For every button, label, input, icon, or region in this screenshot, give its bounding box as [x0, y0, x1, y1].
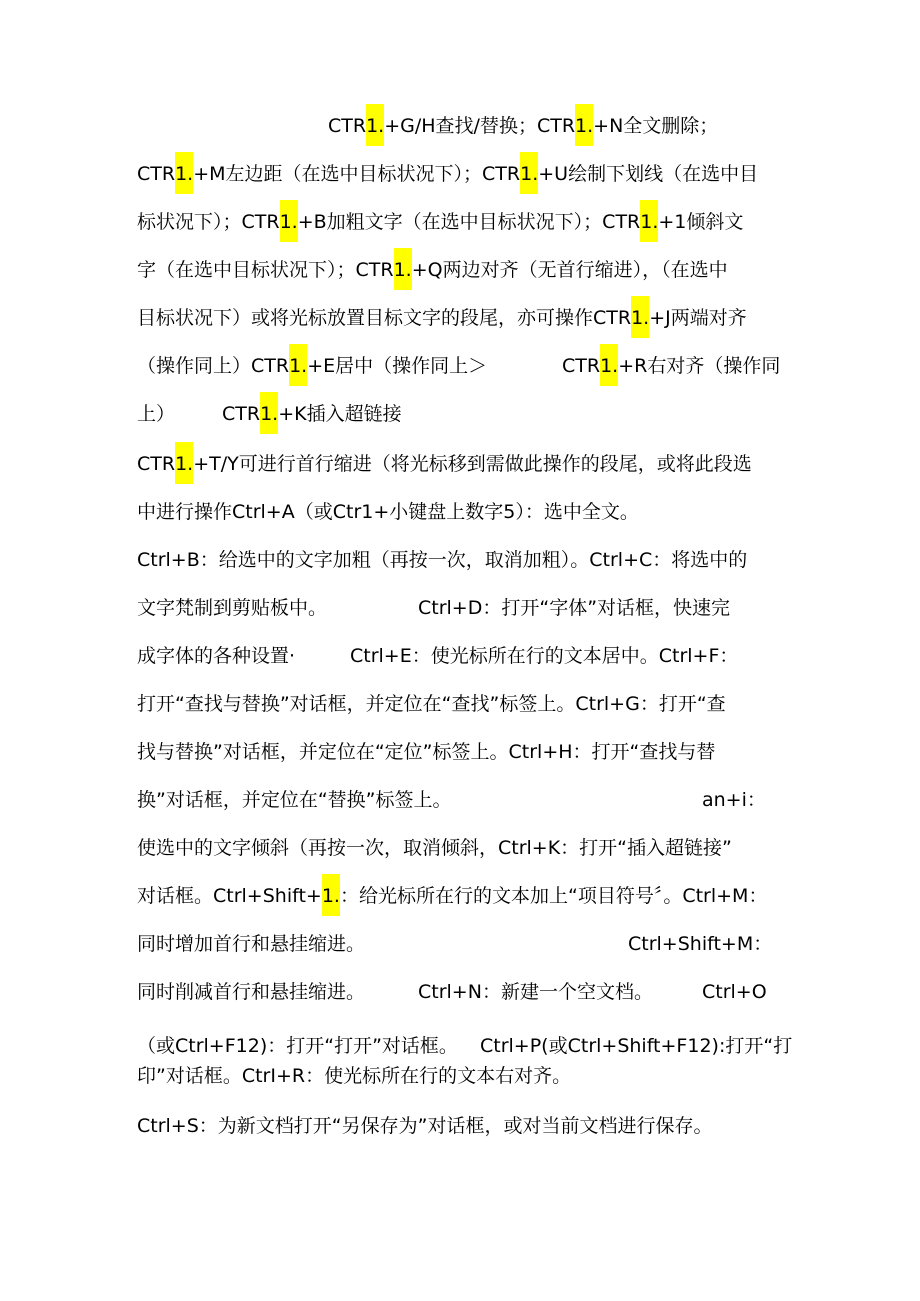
highlighted-text: 1. [366, 104, 384, 146]
text-run: ：给光标所在行的文本加上“项目符号〞。Ctrl+M： [339, 885, 768, 907]
text-segment [562, 354, 780, 378]
text-run: Ctrl+D：打开“字体”对话框，快速完 [418, 597, 731, 619]
text-run: +E居中（操作同上＞ [307, 355, 488, 377]
highlighted-text: 1. [640, 200, 658, 242]
highlighted-text: 1. [631, 296, 649, 338]
text-run: Ctrl+Shift+M： [628, 933, 773, 955]
text-segment [137, 548, 747, 572]
text-run: CTR [137, 163, 176, 185]
highlighted-text: 1. [322, 874, 340, 916]
text-run: 中进行操作Ctrl+A（或Ctr1+小键盘上数字5）：选中全文。 [137, 501, 639, 523]
text-segment [137, 500, 639, 524]
text-run: 对话框。Ctrl+Shift+ [137, 885, 322, 907]
text-run: 上） [137, 403, 176, 425]
text-run: 成字体的各种设置· [137, 645, 296, 667]
text-run: +G/H查找/替换；CTR [384, 115, 576, 137]
text-run: +B加粗文字（在选中目标状况下）；CTR [297, 211, 641, 233]
text-run: 同时削减首行和悬挂缩进。 [137, 981, 366, 1003]
text-run: +N全文删除； [593, 115, 719, 137]
text-run: CTR [222, 403, 261, 425]
text-run: +T/Y可进行首行缩进（将光标移到需做此操作的段尾，或将此段选 [193, 453, 752, 475]
highlighted-text: 1. [520, 152, 538, 194]
text-segment [137, 596, 327, 620]
text-run: Ctrl+B：给选中的文字加粗（再按一次，取消加粗）。Ctrl+C：将选中的 [137, 549, 748, 571]
text-run: 标状况下）；CTR [137, 211, 280, 233]
text-segment [702, 788, 766, 812]
highlighted-text: 1. [175, 442, 193, 484]
text-segment [137, 306, 747, 330]
highlighted-text: 1. [575, 104, 593, 146]
text-segment [137, 402, 175, 426]
text-run: +U绘制下划线（在选中目 [538, 163, 759, 185]
text-segment [137, 644, 295, 668]
text-run: +R右对齐（操作同 [618, 355, 781, 377]
highlighted-text: 1. [394, 248, 412, 290]
text-segment [137, 1064, 571, 1088]
highlighted-text: 1. [175, 152, 193, 194]
text-segment [702, 980, 767, 1004]
text-run: +M左边距（在选中目标状况下）；CTR [193, 163, 521, 185]
highlighted-text: 1. [289, 344, 307, 386]
text-segment [628, 932, 772, 956]
text-run: +1倾斜文 [658, 211, 744, 233]
text-segment [137, 210, 743, 234]
text-run: 换”对话框，并定位在“替换”标签上。 [137, 789, 452, 811]
text-run: Ctrl+N：新建一个空文档。 [418, 981, 653, 1003]
text-run: +Q两边对齐（无首行缩进），（在选中 [411, 259, 728, 281]
text-segment [222, 402, 402, 426]
text-run: 同时增加首行和悬挂缩进。 [137, 933, 366, 955]
text-run: Ctrl+P(或Ctrl+Shift+F12):打开“打 [480, 1035, 793, 1057]
text-segment [137, 162, 758, 186]
text-run: Ctrl+O [702, 981, 767, 1003]
text-segment [137, 354, 487, 378]
text-segment [480, 1034, 792, 1058]
text-segment [137, 980, 365, 1004]
text-segment [418, 596, 730, 620]
text-run: CTR [137, 453, 176, 475]
text-run: an+i： [702, 789, 766, 811]
text-segment [137, 452, 752, 476]
text-run: 印”对话框。CtrI+R：使光标所在行的文本右对齐。 [137, 1065, 572, 1087]
text-segment [137, 788, 452, 812]
text-run: 使选中的文字倾斜（再按一次，取消倾斜，Ctrl+K：打开“插入超链接” [137, 837, 732, 859]
text-segment [137, 692, 726, 716]
text-run: +J两端对齐 [649, 307, 747, 329]
text-run: Ctrl+E：使光标所在行的文本居中。Ctrl+F： [350, 645, 739, 667]
text-run: +K插入超链接 [278, 403, 402, 425]
text-segment [137, 1114, 712, 1138]
text-segment [418, 980, 653, 1004]
text-run: 目标状况下）或将光标放置目标文字的段尾，亦可操作CTR [137, 307, 632, 329]
text-segment [350, 644, 738, 668]
text-run: 字（在选中目标状况下）；CTR [137, 259, 394, 281]
text-run: CTR [328, 115, 367, 137]
text-run: 打开“查找与替换”对话框，并定位在“查找”标签上。Ctrl+G：打开“查 [137, 693, 726, 715]
text-run: （或Ctrl+F12)：打开“打开”对话框。 [137, 1035, 458, 1057]
text-run: CTR [562, 355, 601, 377]
text-segment [137, 258, 728, 282]
text-segment [137, 1034, 458, 1058]
text-segment [137, 836, 732, 860]
text-segment [137, 884, 767, 908]
highlighted-text: 1. [600, 344, 618, 386]
highlighted-text: 1. [280, 200, 298, 242]
text-segment [137, 932, 365, 956]
text-segment [137, 740, 715, 764]
text-run: Ctrl+S：为新文档打开“另保存为”对话框，或对当前文档进行保存。 [137, 1115, 713, 1137]
highlighted-text: 1. [260, 392, 278, 434]
text-run: （操作同上）CTR [137, 355, 290, 377]
text-run: 文字梵制到剪贴板中。 [137, 597, 328, 619]
text-segment [328, 114, 718, 138]
text-run: 找与替换”对话框，并定位在“定位”标签上。Ctrl+H：打开“查找与替 [137, 741, 716, 763]
